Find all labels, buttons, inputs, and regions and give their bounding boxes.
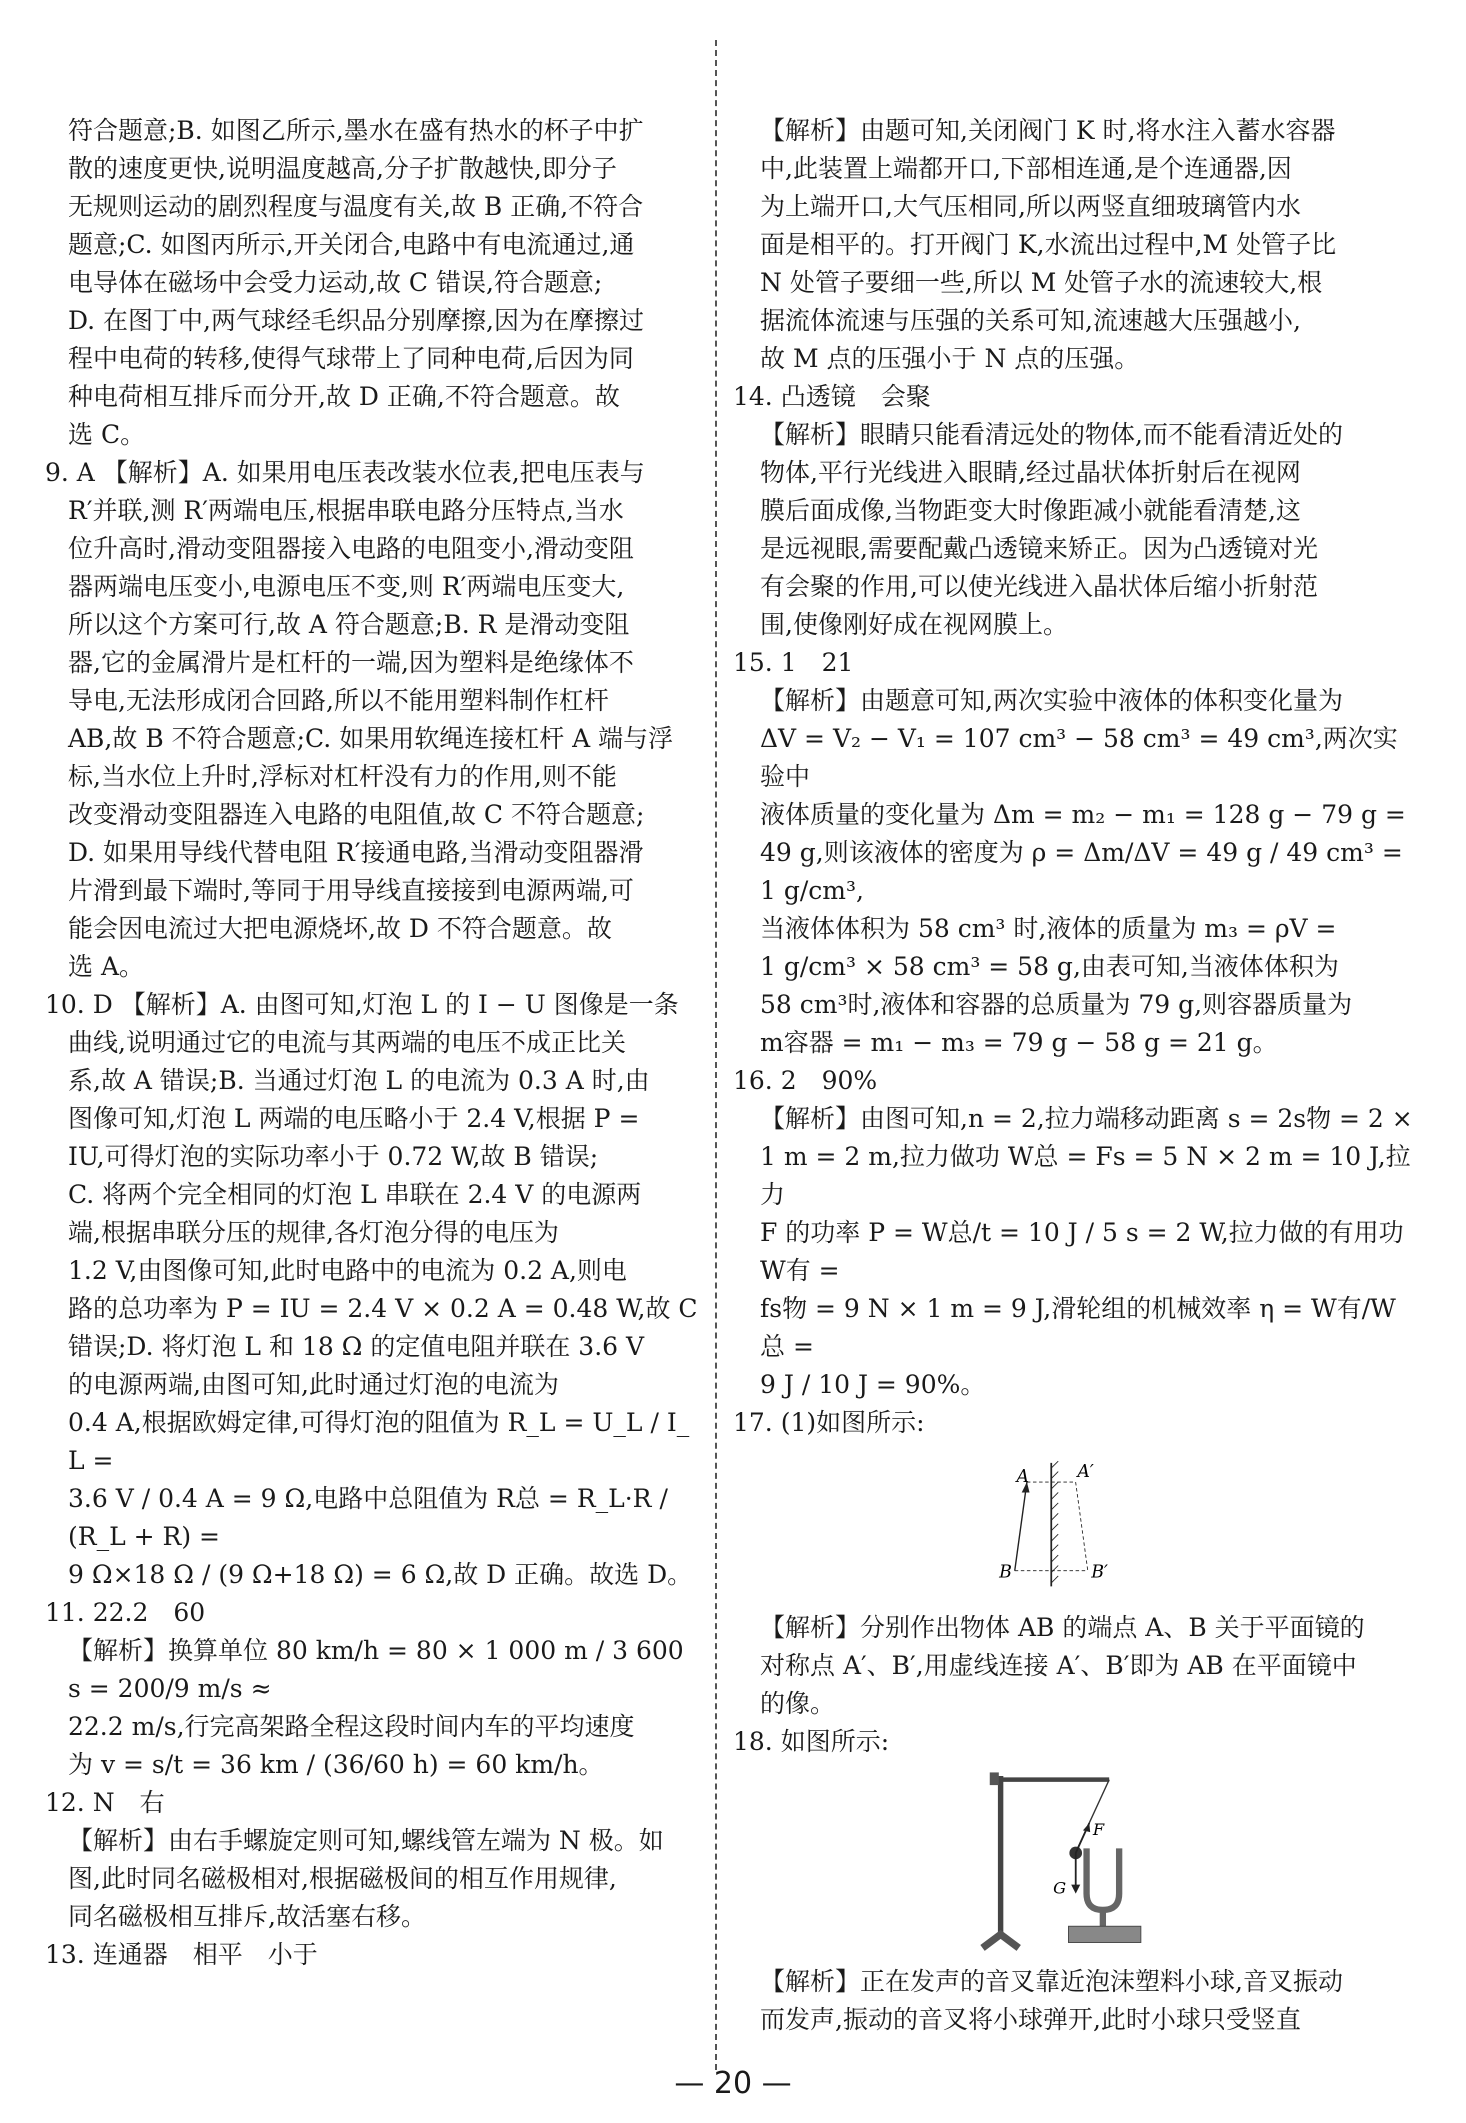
text-line: 导电,无法形成闭合回路,所以不能用塑料制作杠杆: [68, 686, 609, 715]
text-line: 的电源两端,由图可知,此时通过灯泡的电流为: [68, 1370, 559, 1399]
text-line: AB,故 B 不符合题意;C. 如果用软绳连接杠杆 A 端与浮: [68, 724, 674, 753]
text-line: 故 M 点的压强小于 N 点的压强。: [760, 344, 1140, 373]
question-answer-line: 9. A 【解析】A. 如果用电压表改装水位表,把电压表与: [45, 458, 645, 487]
text-line: R′并联,测 R′两端电压,根据串联电路分压特点,当水: [68, 496, 624, 525]
text-line: 1.2 V,由图像可知,此时电路中的电流为 0.2 A,则电: [68, 1256, 627, 1285]
text-line: 端,根据串联分压的规律,各灯泡分得的电压为: [68, 1218, 559, 1247]
text-line: 器,它的金属滑片是杠杆的一端,因为塑料是绝缘体不: [68, 648, 634, 677]
text-line: 片滑到最下端时,等同于用导线直接接到电源两端,可: [68, 876, 634, 905]
text-line: 物体,平行光线进入眼睛,经过晶状体折射后在视网: [760, 458, 1301, 487]
text-line: 9 Ω×18 Ω / (9 Ω+18 Ω) = 6 Ω,故 D 正确。故选 D。: [68, 1560, 693, 1589]
text-line: 改变滑动变阻器连入电路的电阻值,故 C 不符合题意;: [68, 800, 645, 829]
label-b: B: [999, 1562, 1012, 1583]
text-line: 选 A。: [68, 952, 145, 981]
mirror-diagram: [973, 1448, 1173, 1603]
text-line: 题意;C. 如图丙所示,开关闭合,电路中有电流通过,通: [68, 230, 635, 259]
text-line: fs物 = 9 N × 1 m = 9 J,滑轮组的机械效率 η = W有/W总 =: [760, 1294, 1396, 1361]
text-line: 路的总功率为 P = IU = 2.4 V × 0.2 A = 0.48 W,故 C: [68, 1294, 698, 1323]
text-line: 58 cm³时,液体和容器的总质量为 79 g,则容器质量为: [760, 990, 1353, 1019]
text-line: 22.2 m/s,行完高架路全程这段时间内车的平均速度: [68, 1712, 635, 1741]
text-line: 程中电荷的转移,使得气球带上了同种电荷,后因为同: [68, 344, 634, 373]
text-line: 位升高时,滑动变阻器接入电路的电阻变小,滑动变阻: [68, 534, 634, 563]
text-line: 面是相平的。打开阀门 K,水流出过程中,M 处管子比: [760, 230, 1337, 259]
text-line: D. 在图丁中,两气球经毛织品分别摩擦,因为在摩擦过: [68, 306, 644, 335]
label-a: A: [1016, 1467, 1030, 1488]
text-line: 0.4 A,根据欧姆定律,可得灯泡的阻值为 R_L = U_L / I_L =: [68, 1408, 690, 1475]
text-line: 所以这个方案可行,故 A 符合题意;B. R 是滑动变阻: [68, 610, 630, 639]
text-line: 散的速度更快,说明温度越高,分子扩散越快,即分子: [68, 154, 617, 183]
text-line: 同名磁极相互排斥,故活塞右移。: [68, 1902, 426, 1931]
text-line: 据流体流速与压强的关系可知,流速越大压强越小,: [760, 306, 1301, 335]
text-line: 【解析】眼睛只能看清远处的物体,而不能看清近处的: [760, 420, 1343, 449]
label-b-prime: B′: [1091, 1562, 1108, 1583]
text-line: 对称点 A′、B′,用虚线连接 A′、B′即为 AB 在平面镜中: [760, 1651, 1357, 1680]
text-line: 3.6 V / 0.4 A = 9 Ω,电路中总阻值为 R总 = R_L·R / (R_L + R) =: [68, 1484, 668, 1551]
text-line: 图,此时同名磁极相对,根据磁极间的相互作用规律,: [68, 1864, 617, 1893]
text-line: 为 v = s/t = 36 km / (36/60 h) = 60 km/h。: [68, 1750, 604, 1779]
text-line: 电导体在磁场中会受力运动,故 C 错误,符合题意;: [68, 268, 603, 297]
question-answer-line: 18. 如图所示:: [733, 1727, 890, 1756]
tuning-fork-diagram: [973, 1767, 1173, 1957]
text-line: ΔV = V₂ − V₁ = 107 cm³ − 58 cm³ = 49 cm³,两次实验中: [760, 724, 1398, 791]
text-line: 有会聚的作用,可以使光线进入晶状体后缩小折射范: [760, 572, 1318, 601]
text-line: 的像。: [760, 1689, 836, 1718]
text-line: 围,使像刚好成在视网膜上。: [760, 610, 1068, 639]
column-divider: [715, 40, 717, 2070]
text-line: 膜后面成像,当物距变大时像距减小就能看清楚,这: [760, 496, 1301, 525]
text-line: 液体质量的变化量为 Δm = m₂ − m₁ = 128 g − 79 g =: [760, 800, 1406, 829]
text-line: 9 J / 10 J = 90%。: [760, 1370, 986, 1399]
right-column: [733, 112, 1413, 2039]
text-line: 【解析】分别作出物体 AB 的端点 A、B 关于平面镜的: [760, 1613, 1365, 1642]
text-line: N 处管子要细一些,所以 M 处管子水的流速较大,根: [760, 268, 1323, 297]
text-line: 器两端电压变小,电源电压不变,则 R′两端电压变大,: [68, 572, 625, 601]
text-line: 种电荷相互排斥而分开,故 D 正确,不符合题意。故: [68, 382, 620, 411]
text-line: 【解析】由图可知,n = 2,拉力端移动距离 s = 2s物 = 2 ×: [760, 1104, 1413, 1133]
text-line: 为上端开口,大气压相同,所以两竖直细玻璃管内水: [760, 192, 1301, 221]
text-line: 49 g,则该液体的密度为 ρ = Δm/ΔV = 49 g / 49 cm³ = 1 g/cm³,: [760, 838, 1403, 905]
text-line: C. 将两个完全相同的灯泡 L 串联在 2.4 V 的电源两: [68, 1180, 642, 1209]
text-line: 1 g/cm³ × 58 cm³ = 58 g,由表可知,当液体体积为: [760, 952, 1339, 981]
label-a-prime: A′: [1077, 1461, 1094, 1482]
question-answer-line: 10. D 【解析】A. 由图可知,灯泡 L 的 I − U 图像是一条: [45, 990, 679, 1019]
text-line: 【解析】由题可知,关闭阀门 K 时,将水注入蓄水容器: [760, 116, 1336, 145]
text-line: 能会因电流过大把电源烧坏,故 D 不符合题意。故: [68, 914, 612, 943]
text-line: m容器 = m₁ − m₃ = 79 g − 58 g = 21 g。: [760, 1028, 1278, 1057]
question-answer-line: 17. (1)如图所示:: [733, 1408, 925, 1437]
text-line: 是远视眼,需要配戴凸透镜来矫正。因为凸透镜对光: [760, 534, 1318, 563]
label-f: F: [1092, 1819, 1105, 1839]
text-line: F 的功率 P = W总/t = 10 J / 5 s = 2 W,拉力做的有用功 W有 =: [760, 1218, 1404, 1285]
question-answer-line: 16. 2 90%: [733, 1066, 878, 1095]
text-line: 系,故 A 错误;B. 当通过灯泡 L 的电流为 0.3 A 时,由: [68, 1066, 650, 1095]
text-line: IU,可得灯泡的实际功率小于 0.72 W,故 B 错误;: [68, 1142, 599, 1171]
question-answer-line: 15. 1 21: [733, 648, 854, 677]
text-line: D. 如果用导线代替电阻 R′接通电路,当滑动变阻器滑: [68, 838, 644, 867]
left-column: [45, 112, 703, 1974]
text-line: 标,当水位上升时,浮标对杠杆没有力的作用,则不能: [68, 762, 617, 791]
question-answer-line: 11. 22.2 60: [45, 1598, 206, 1627]
text-line: 1 m = 2 m,拉力做功 W总 = Fs = 5 N × 2 m = 10 J,拉力: [760, 1142, 1411, 1209]
text-line: 曲线,说明通过它的电流与其两端的电压不成正比关: [68, 1028, 626, 1057]
page-number: — 20 —: [674, 2066, 792, 2101]
label-g: G: [1053, 1878, 1067, 1898]
text-line: 符合题意;B. 如图乙所示,墨水在盛有热水的杯子中扩: [68, 116, 644, 145]
text-line: 【解析】正在发声的音叉靠近泡沫塑料小球,音叉振动: [760, 1967, 1343, 1996]
text-line: 【解析】由右手螺旋定则可知,螺线管左端为 N 极。如: [68, 1826, 664, 1855]
text-line: 图像可知,灯泡 L 两端的电压略小于 2.4 V,根据 P =: [68, 1104, 640, 1133]
question-answer-line: 14. 凸透镜 会聚: [733, 382, 931, 411]
question-answer-line: 13. 连通器 相平 小于: [45, 1940, 318, 1969]
text-line: 错误;D. 将灯泡 L 和 18 Ω 的定值电阻并联在 3.6 V: [68, 1332, 645, 1361]
text-line: 而发声,振动的音叉将小球弹开,此时小球只受竖直: [760, 2005, 1301, 2034]
text-line: 无规则运动的剧烈程度与温度有关,故 B 正确,不符合: [68, 192, 644, 221]
text-line: 选 C。: [68, 420, 146, 449]
text-line: 【解析】由题意可知,两次实验中液体的体积变化量为: [760, 686, 1343, 715]
text-line: 【解析】换算单位 80 km/h = 80 × 1 000 m / 3 600 s = 200/9 m/s ≈: [68, 1636, 684, 1703]
text-line: 当液体体积为 58 cm³ 时,液体的质量为 m₃ = ρV =: [760, 914, 1337, 943]
text-line: 中,此装置上端都开口,下部相连通,是个连通器,因: [760, 154, 1292, 183]
question-answer-line: 12. N 右: [45, 1788, 165, 1817]
